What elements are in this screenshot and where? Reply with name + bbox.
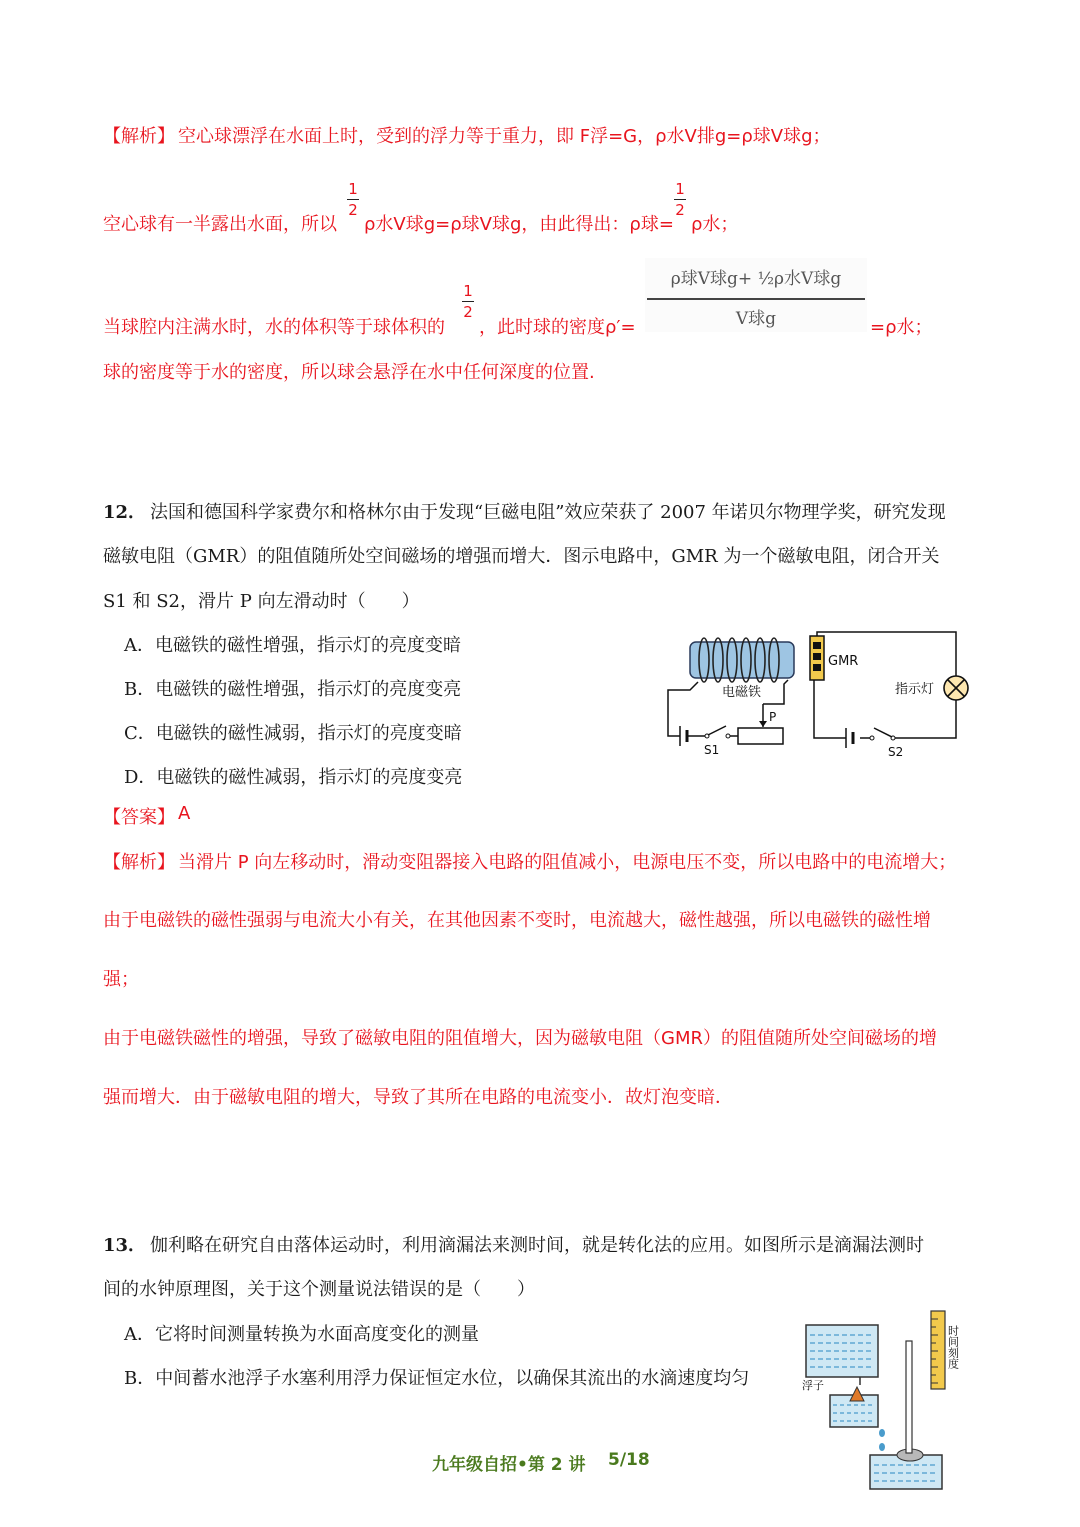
time-scale: [931, 1311, 945, 1389]
analysis-tag: 【解析】: [103, 126, 175, 147]
page-number: 5/18: [608, 1450, 650, 1470]
analysis-line: ρ水V球g=ρ球V球g，由此得出：ρ球=: [364, 214, 674, 235]
fraction-half: 1 2: [675, 180, 685, 219]
lamp-label: 指示灯: [895, 682, 935, 697]
analysis-tag: 【解析】: [103, 852, 175, 873]
option-b[interactable]: B．中间蓄水池浮子水塞利用浮力保证恒定水位，以确保其流出的水滴速度均匀: [124, 1368, 750, 1389]
analysis-line: 由于电磁铁的磁性强弱与电流大小有关，在其他因素不变时，电流越大，磁性越强，所以电磁铁的磁性增: [103, 910, 931, 931]
water-drop-icon: [879, 1429, 885, 1437]
question-stem: S1 和 S2，滑片 P 向左滑动时（ ）: [103, 591, 420, 612]
question-number: 13．: [103, 1235, 147, 1256]
analysis-line: 空心球漂浮在水面上时，受到的浮力等于重力，即 F浮=G，ρ水V排g=ρ球V球g；: [178, 126, 831, 147]
fraction-half: 1 2: [348, 180, 358, 219]
footer-title: 九年级自招•第 2 讲: [432, 1455, 586, 1475]
circuit-diagram: [660, 628, 980, 763]
analysis-line: 强而增大．由于磁敏电阻的增大，导致了其所在电路的电流变小．故灯泡变暗．: [103, 1087, 733, 1108]
question-stem: 伽利略在研究自由落体运动时，利用滴漏法来测时间，就是转化法的应用。如图所示是滴漏法测时: [150, 1235, 924, 1256]
analysis-line: =ρ水；: [870, 317, 933, 338]
water-clock-diagram: [800, 1305, 980, 1490]
answer-tag: 【答案】: [103, 807, 175, 828]
switch-s1-label: S1: [704, 743, 720, 757]
time-scale-label: 时间刻度: [946, 1325, 960, 1369]
water-drop-icon: [879, 1443, 885, 1451]
analysis-line: 空心球有一半露出水面，所以: [103, 214, 337, 235]
float-label: 浮子: [802, 1379, 824, 1392]
question-number: 12．: [103, 502, 147, 523]
electromagnet-label: 电磁铁: [722, 685, 762, 700]
option-c[interactable]: C．电磁铁的磁性减弱，指示灯的亮度变暗: [124, 723, 462, 744]
option-a[interactable]: A．它将时间测量转换为水面高度变化的测量: [124, 1324, 479, 1345]
slider-arrow-icon: [759, 721, 767, 727]
float-icon: [850, 1387, 864, 1401]
fraction-half: 1 2: [463, 282, 473, 321]
option-b[interactable]: B．电磁铁的磁性增强，指示灯的亮度变亮: [124, 679, 462, 700]
question-stem: 磁敏电阻（GMR）的阻值随所处空间磁场的增强而增大．图示电路中，GMR 为一个磁敏电阻，闭合开关: [103, 546, 940, 567]
analysis-line: 当滑片 P 向左移动时，滑动变阻器接入电路的阻值减小，电源电压不变，所以电路中的电流增大；: [178, 852, 957, 873]
density-formula: ρ球V球g+ ½ρ水V球g V球g: [645, 258, 867, 332]
slider-label: P: [769, 710, 777, 724]
option-d[interactable]: D．电磁铁的磁性减弱，指示灯的亮度变亮: [124, 767, 463, 788]
question-stem: 间的水钟原理图，关于这个测量说法错误的是（ ）: [103, 1279, 535, 1300]
switch-s2-label: S2: [888, 745, 904, 759]
rheostat: [738, 728, 783, 744]
option-a[interactable]: A．电磁铁的磁性增强，指示灯的亮度变暗: [124, 635, 461, 656]
analysis-line: 当球腔内注满水时，水的体积等于球体积的: [103, 317, 445, 338]
analysis-line: ρ水；: [691, 214, 739, 235]
gmr-label: GMR: [828, 654, 859, 669]
answer-value: A: [178, 803, 191, 824]
analysis-line: 球的密度等于水的密度，所以球会悬浮在水中任何深度的位置.: [103, 362, 595, 383]
analysis-line: 强；: [103, 969, 139, 990]
question-stem: 法国和德国科学家费尔和格林尔由于发现“巨磁电阻”效应荣获了 2007 年诺贝尔物理学奖，研究发现: [150, 502, 946, 523]
analysis-line: ，此时球的密度ρ′=: [479, 317, 636, 338]
analysis-line: 由于电磁铁磁性的增强，导致了磁敏电阻的阻值增大，因为磁敏电阻（GMR）的阻值随所处空间磁场的增: [103, 1028, 937, 1049]
